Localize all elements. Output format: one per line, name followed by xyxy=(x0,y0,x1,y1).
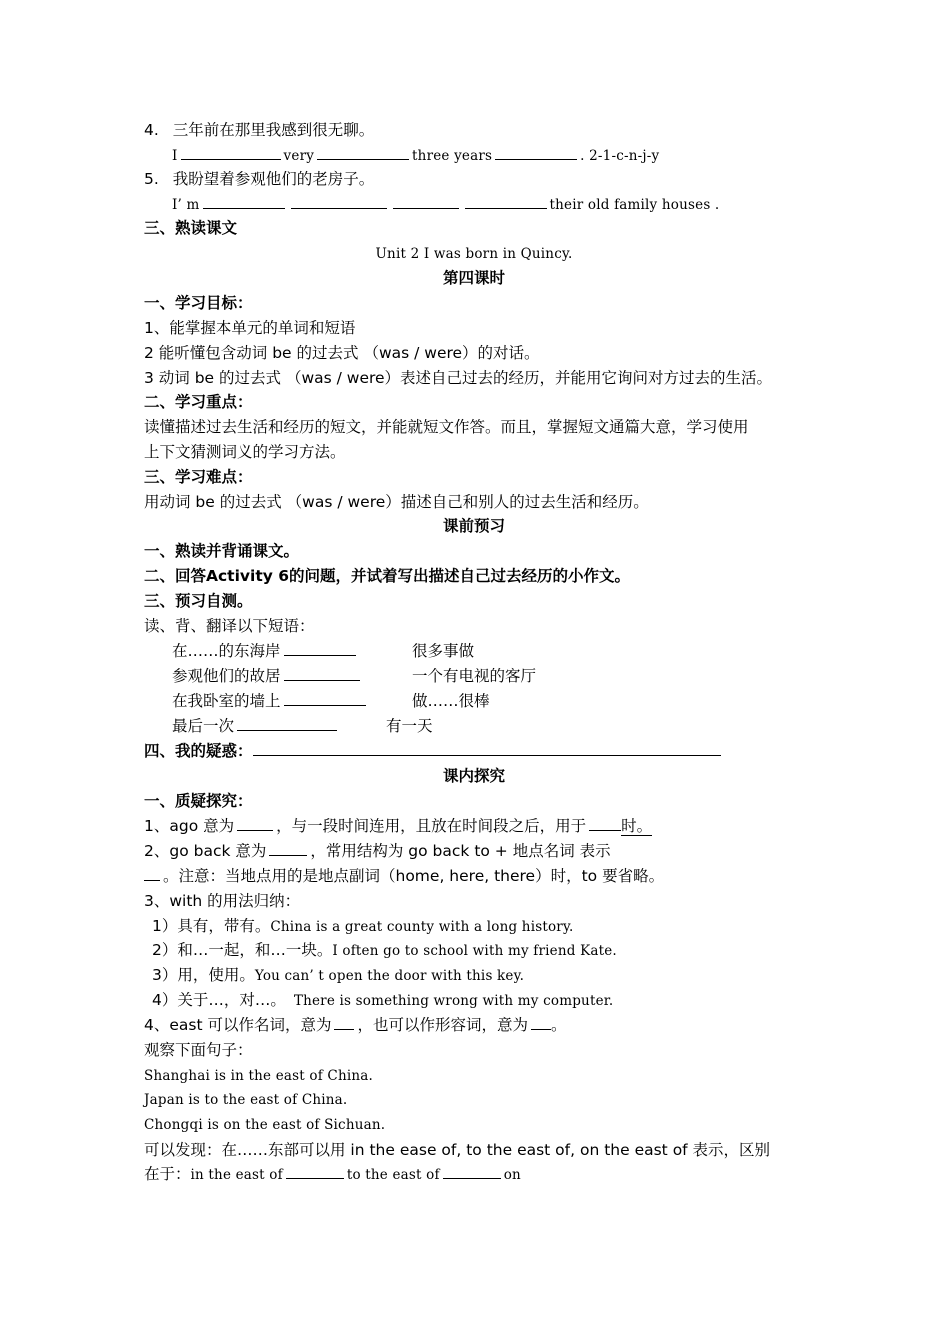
with-usage-2: 2）和…一起，和…一块。I often go to school with my friend Kate. xyxy=(152,941,617,959)
answer-blank[interactable] xyxy=(237,716,337,731)
doubts-heading: 四、我的疑惑： xyxy=(144,742,253,760)
example-sentence-3: Chongqi is on the east of Sichuan. xyxy=(144,1117,386,1133)
phrase: 很多事做 xyxy=(412,642,475,660)
phrase: 一个有电视的客厅 xyxy=(412,667,537,685)
preview-title: 课前预习 xyxy=(442,517,505,535)
explore-item-4: 4、east 可以作名词，意为 ，也可以作形容词，意为 。 xyxy=(144,1016,567,1034)
goal-3: 3 动词 be 的过去式 （was / were）表述自己过去的经历，并能用它询问对方过去的生活。 xyxy=(144,369,773,387)
phrase: 做……很棒 xyxy=(412,692,490,710)
answer-blank[interactable] xyxy=(286,1164,344,1179)
preview-item-2: 二、回答Activity 6的问题，并试着写出描述自己过去经历的小作文。 xyxy=(144,567,631,585)
question-4 xyxy=(144,120,374,140)
conclusion-line-1: 可以发现：在……东部可以用 in the ease of, to the east of, on the east of 表示，区别 xyxy=(144,1141,771,1159)
example-sentence-2: Japan is to the east of China. xyxy=(144,1092,348,1108)
answer-blank[interactable] xyxy=(269,841,307,856)
keypoints-heading: 二、学习重点： xyxy=(144,393,253,411)
answer-blank[interactable] xyxy=(181,145,281,160)
answer-blank[interactable] xyxy=(465,194,547,209)
answer-blank[interactable] xyxy=(393,194,459,209)
conclusion-line-2: 在于：in the east of to the east of on xyxy=(144,1165,521,1183)
phrase-row-3 xyxy=(172,691,369,711)
answer-blank[interactable] xyxy=(317,145,409,160)
answer-blank[interactable] xyxy=(334,1015,354,1030)
observe-label: 观察下面句子： xyxy=(144,1041,253,1059)
explore-item-2-cont: 。注意：当地点用的是地点副词（home, here, there）时，to 要省略。 xyxy=(144,866,664,886)
answer-blank[interactable] xyxy=(284,691,366,706)
q5-english-line: I’ m their old family houses . xyxy=(172,194,719,215)
explore-item-3: 3、with 的用法归纳： xyxy=(144,892,301,910)
with-usage-4: 4）关于…，对…。 There is something wrong with my computer. xyxy=(152,991,614,1009)
preview-item-3: 三、预习自测。 xyxy=(144,592,253,610)
explore-item-2: 2、go back 意为 ，常用结构为 go back to + 地点名词 表示 xyxy=(144,842,611,860)
q5-chinese: 我盼望着参观他们的老房子。 xyxy=(172,170,375,188)
answer-blank[interactable] xyxy=(443,1164,501,1179)
answer-blank[interactable] xyxy=(589,816,621,831)
preview-item-1: 一、熟读并背诵课文。 xyxy=(144,542,300,560)
doubts-blank[interactable] xyxy=(253,741,721,756)
q4-chinese: 三年前在那里我感到很无聊。 xyxy=(172,121,375,139)
question-5 xyxy=(144,169,374,189)
with-usage-1: 1）具有，带有。China is a great county with a long history. xyxy=(152,917,574,935)
explore-title: 课内探究 xyxy=(442,767,505,785)
difficulties-line-1: 用动词 be 的过去式 （was / were）描述自己和别人的过去生活和经历。 xyxy=(144,493,649,511)
phrase-row-2 xyxy=(172,666,363,686)
answer-blank[interactable] xyxy=(531,1015,551,1030)
phrase-row-4 xyxy=(172,716,340,736)
phrase: 有一天 xyxy=(386,717,433,735)
doubts-row xyxy=(144,741,724,761)
explore-item-1: 1、ago 意为 ，与一段时间连用，且放在时间段之后，用于 时。 xyxy=(144,817,653,835)
answer-blank[interactable] xyxy=(237,816,273,831)
phrase: 最后一次 xyxy=(172,717,235,735)
unit-title: Unit 2 I was born in Quincy. xyxy=(375,246,573,262)
answer-blank[interactable] xyxy=(495,145,577,160)
q4-label: 4. xyxy=(144,121,159,139)
phrase: 在我卧室的墙上 xyxy=(172,692,281,710)
with-usage-3: 3）用，使用。You can’ t open the door with this key. xyxy=(152,966,525,984)
answer-blank[interactable] xyxy=(203,194,285,209)
example-sentence-1: Shanghai is in the east of China. xyxy=(144,1068,373,1084)
answer-blank[interactable] xyxy=(284,641,356,656)
keypoints-line-2: 上下文猜测词义的学习方法。 xyxy=(144,443,346,461)
explore-heading: 一、质疑探究： xyxy=(144,792,253,810)
q5-label: 5. xyxy=(144,170,159,188)
answer-blank[interactable] xyxy=(144,866,160,881)
difficulties-heading: 三、学习难点： xyxy=(144,468,253,486)
phrase: 在……的东海岸 xyxy=(172,642,281,660)
preview-instructions: 读、背、翻译以下短语： xyxy=(144,617,315,635)
answer-blank[interactable] xyxy=(291,194,387,209)
goal-2: 2 能听懂包含动词 be 的过去式 （was / were）的对话。 xyxy=(144,344,540,362)
read-text-heading: 三、熟读课文 xyxy=(144,219,238,237)
answer-blank[interactable] xyxy=(284,666,360,681)
q4-english-line: I very three years . 2-1-c-n-j-y xyxy=(172,145,659,166)
keypoints-line-1: 读懂描述过去生活和经历的短文，并能就短文作答。而且，掌握短文通篇大意，学习使用 xyxy=(144,418,749,436)
lesson-title: 第四课时 xyxy=(442,269,505,287)
goals-heading: 一、学习目标： xyxy=(144,294,253,312)
phrase-row-1 xyxy=(172,641,359,661)
phrase: 参观他们的故居 xyxy=(172,667,281,685)
goal-1: 1、能掌握本单元的单词和短语 xyxy=(144,319,356,337)
